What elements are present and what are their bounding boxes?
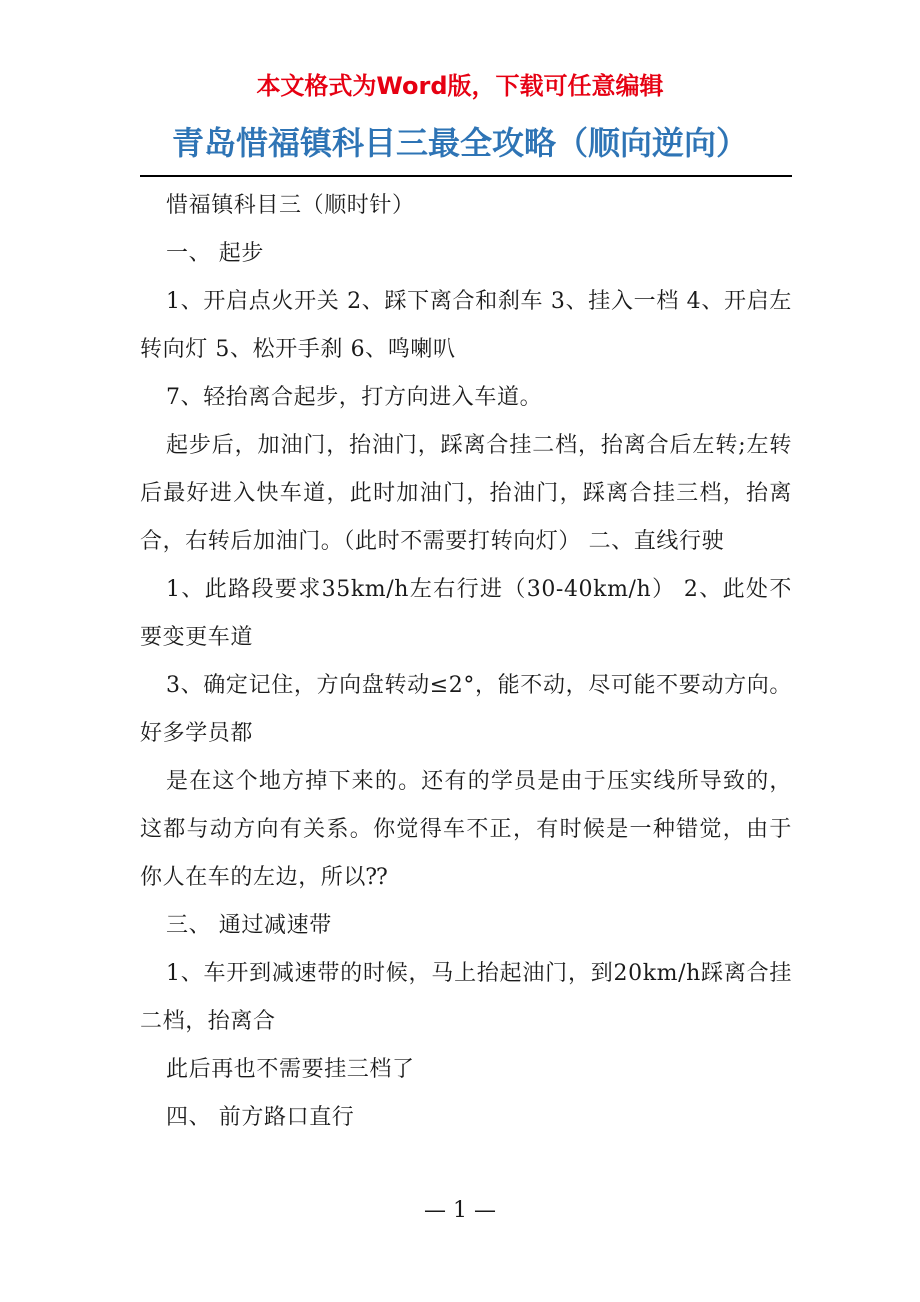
document-title: 青岛惜福镇科目三最全攻略（顺向逆向） xyxy=(171,124,748,162)
paragraph: 3、确定记住，方向盘转动≤2°，能不动，尽可能不要动方向。好多学员都 xyxy=(140,673,792,746)
paragraph: 起步后，加油门，抬油门，踩离合挂二档，抬离合后左转;左转后最好进入快车道，此时加油门，抬油门，踩离合挂三档，抬离合，右转后加油门。（此时不需要打转向灯） 二、直线行驶 xyxy=(140,433,792,554)
page-number: — 1 — xyxy=(424,1198,496,1223)
section-heading-speed-bump: 三、 通过减速带 xyxy=(166,913,332,938)
paragraph: 1、此路段要求35km/h左右行进（30-40km/h） 2、此处不要变更车道 xyxy=(140,577,792,650)
paragraph: 是在这个地方掉下来的。还有的学员是由于压实线所导致的，这都与动方向有关系。你觉得车不正，有时候是一种错觉，由于你人在车的左边，所以⁇ xyxy=(140,769,792,890)
paragraph: 1、车开到减速带的时候，马上抬起油门，到20km/h踩离合挂二档，抬离合 xyxy=(140,961,792,1034)
paragraph: 1、开启点火开关 2、踩下离合和刹车 3、挂入一档 4、开启左转向灯 5、松开手刹 6、鸣喇叭 xyxy=(140,289,792,362)
section-heading-start: 一、 起步 xyxy=(166,241,264,266)
paragraph: 此后再也不需要挂三档了 xyxy=(166,1057,415,1082)
section-heading-intersection: 四、 前方路口直行 xyxy=(166,1105,355,1130)
document-body xyxy=(140,182,792,1142)
title-divider xyxy=(140,175,792,177)
paragraph: 7、轻抬离合起步，打方向进入车道。 xyxy=(166,385,543,410)
format-notice-banner: 本文格式为Word版，下载可任意编辑 xyxy=(256,72,664,100)
section-subtitle: 惜福镇科目三（顺时针） xyxy=(166,193,415,218)
